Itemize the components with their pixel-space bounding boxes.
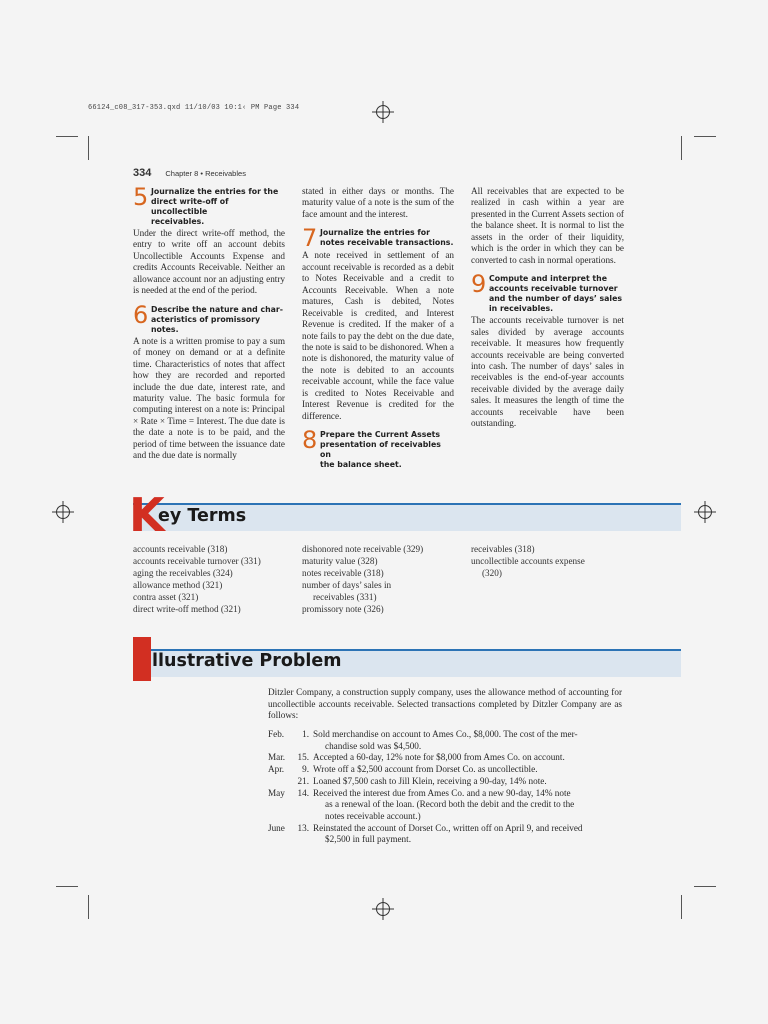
objective-5-summary: Under the direct write-off method, the entry to write off an account debits Uncollectible Accounts Expense and credits Accounts Receivable. Neither an allowance account nor an adjusting entry is needed at the end of the period.: [133, 228, 285, 296]
crop-mark: [681, 136, 682, 160]
file-slug-line: 66124_c08_317-353.qxd 11/10/03 10:1‹ PM Page 334: [88, 104, 300, 112]
illustrative-problem-heading: llustrative Problem: [152, 651, 342, 671]
key-terms-col-3: [471, 543, 585, 579]
key-term: direct write-off method (321): [133, 604, 241, 614]
registration-mark-icon: [52, 501, 74, 523]
illustrative-problem-initial: [133, 637, 151, 681]
summary-column-2: [302, 186, 454, 471]
objective-6-summary-continued: stated in either days or months. The maturity value of a note is the sum of the face amount and the interest.: [302, 186, 454, 219]
crop-mark: [694, 886, 716, 887]
chapter-title: Chapter 8 • Receivables: [165, 169, 246, 178]
crop-mark: [694, 136, 716, 137]
objective-9-summary: The accounts receivable turnover is net sales divided by average accounts receivable. It measures how frequently accounts receivable are being converted into cash. The number of days’ sales in receivables is the end-of-year accounts receivable divided by the average daily sales. It measures the length of time the accounts receivable have been outstanding.: [471, 315, 624, 429]
key-term: contra asset (321): [133, 592, 199, 602]
objective-title: Journalize the entries for notes receivable transactions.: [320, 228, 454, 248]
transaction-row: Apr. 9. Wrote off a $2,500 account from Dorset Co. as uncollectible.: [268, 764, 538, 775]
registration-mark-icon: [372, 101, 394, 123]
objective-5: [133, 183, 285, 227]
key-term: (320): [482, 568, 502, 578]
key-term: accounts receivable turnover (331): [133, 556, 261, 566]
objective-number: 5: [133, 183, 149, 211]
objective-8: [302, 426, 454, 470]
crop-mark: [88, 895, 89, 919]
registration-mark-icon: [372, 898, 394, 920]
objective-number: 7: [302, 224, 318, 253]
crop-mark: [681, 895, 682, 919]
transaction-row: 21. Loaned $7,500 cash to Jill Klein, receiving a 90-day, 14% note.: [297, 775, 547, 786]
transaction-row: May 14. Received the interest due from Ames Co. and a new 90-day, 14% note as a renewal of the loan. (Record both the debit and the credit to the notes receivable account.): [268, 787, 575, 821]
summary-column-3: [471, 186, 624, 430]
objective-title: Describe the nature and char- acteristics of promissory notes.: [151, 304, 283, 334]
transaction-row: Feb. 1. Sold merchandise on account to Ames Co., $8,000. The cost of the mer- chandise sold was $4,500.: [268, 729, 578, 751]
objective-number: 8: [302, 426, 318, 455]
transaction-row: June 13. Reinstated the account of Dorset Co., written off on April 9, and received $2,500 in full payment.: [268, 822, 583, 845]
key-term: number of days’ sales in: [302, 580, 392, 590]
summary-column-1: [133, 183, 285, 462]
key-term: receivables (331): [313, 592, 377, 602]
key-terms-heading: ey Terms: [158, 506, 247, 526]
objective-title: Journalize the entries for the direct write-off of uncollectible receivables.: [151, 187, 279, 226]
key-term: allowance method (321): [133, 580, 223, 590]
key-term: receivables (318): [471, 544, 535, 554]
key-term: promissory note (326): [302, 604, 384, 614]
objective-7-summary: A note received in settlement of an account receivable is recorded as a debit to Notes Receivable and a credit to Accounts Receivable. When a note matures, Cash is debited, Notes Receivable is credited, and Interest Revenue is credited. If the maker of a note fails to pay the debt on the due date, the note is said to be dishonored. When a note is dishonored, the maturity value of the note is debited to an accounts receivable account, while the face value is credited to Notes Receivable and Interest Revenue is credited for the difference.: [302, 250, 454, 421]
objective-8-summary: All receivables that are expected to be realized in cash within a year are presented in the Current Assets section of the balance sheet. It is normal to list the assets in the order of their liquidity, which is the order in which they can be converted to cash in normal operations.: [471, 186, 624, 265]
key-terms-initial: K: [129, 488, 165, 542]
objective-title: Compute and interpret the accounts receivable turnover and the number of days’ sales in receivables.: [489, 274, 623, 314]
key-terms-col-2: [302, 543, 423, 615]
objective-9: [471, 270, 624, 314]
registration-mark-icon: [694, 501, 716, 523]
key-terms-col-1: [133, 543, 261, 615]
key-term: dishonored note receivable (329): [302, 544, 424, 554]
objective-6-summary: A note is a written promise to pay a sum of money on demand or at a definite time. Characteristics of notes that affect how they are recorded and reported include the due date, interest rate, and maturity value. The basic formula for computing interest on a note is: Principal × Rate × Time = Interest. The due date is the date a note is to be paid, and the period of time between the issuance date and the due date is normally: [133, 335, 285, 461]
objective-number: 6: [133, 300, 149, 329]
objective-7: [302, 224, 454, 253]
transaction-list: [268, 729, 624, 846]
objective-title: Prepare the Current Assets presentation of receivables on the balance sheet.: [320, 430, 441, 470]
key-term: notes receivable (318): [302, 568, 384, 578]
key-term: accounts receivable (318): [133, 544, 228, 554]
key-term: maturity value (328): [302, 556, 378, 566]
objective-6: [133, 300, 285, 335]
key-term: uncollectible accounts expense: [471, 556, 585, 566]
transaction-row: Mar. 15. Accepted a 60-day, 12% note for $8,000 from Ames Co. on account.: [268, 752, 565, 763]
key-term: aging the receivables (324): [133, 568, 233, 578]
crop-mark: [56, 886, 78, 887]
page-number: 334: [133, 167, 152, 179]
running-header: [133, 163, 246, 181]
objective-number: 9: [471, 270, 487, 299]
crop-mark: [88, 136, 89, 160]
crop-mark: [56, 136, 78, 137]
illustrative-problem-intro: Ditzler Company, a construction supply company, uses the allowance method of accounting for uncollectible accounts receivable. Selected transactions completed by Ditzler Company are as follows:: [268, 687, 622, 720]
